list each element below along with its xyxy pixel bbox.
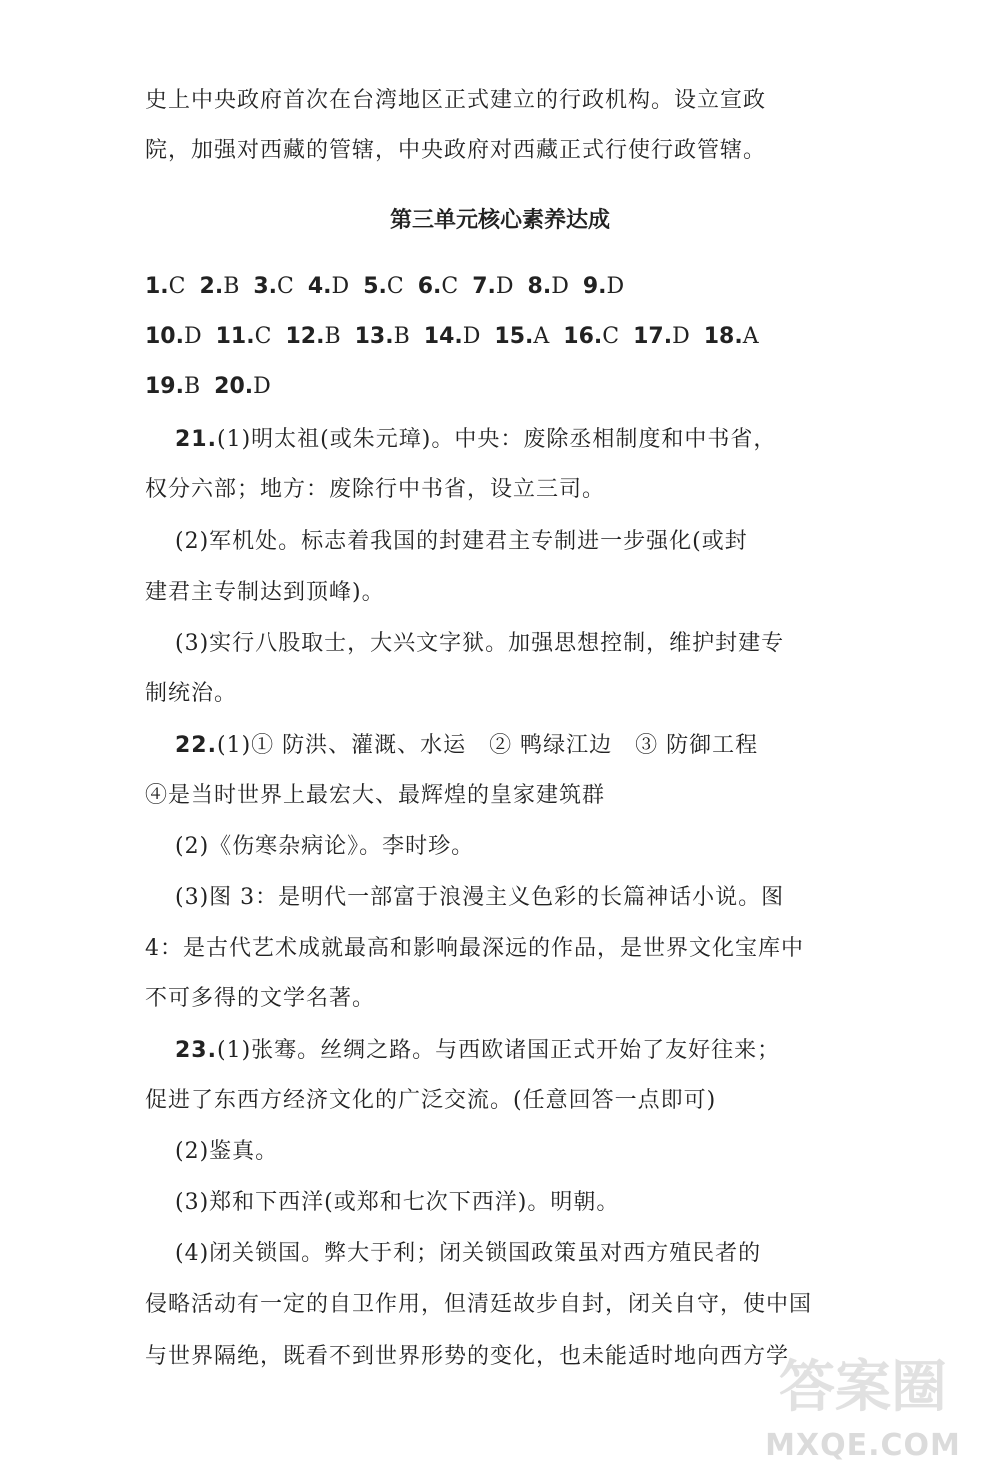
watermark	[738, 1343, 988, 1463]
mc-letter: C	[168, 274, 186, 299]
q22-line-1	[175, 731, 775, 761]
q22-number: 22.	[175, 733, 217, 758]
mc-letter: C	[254, 324, 272, 349]
q21-p2-l1: (2)军机处。标志着我国的封建君主专制进一步强化(或封	[175, 529, 748, 554]
q21-number: 21.	[175, 427, 217, 452]
mc-letter: D	[331, 274, 350, 299]
mc-answer	[633, 322, 690, 352]
mc-answer	[214, 372, 271, 402]
q23-p4-l2: 侵略活动有一定的自卫作用，但清廷故步自封，闭关自守，使中国	[145, 1292, 813, 1317]
mc-answer	[363, 272, 404, 302]
q23-p4-l1: (4)闭关锁国。弊大于利；闭关锁国政策虽对西方殖民者的	[175, 1241, 762, 1266]
q23-p1-l1: (1)张骞。丝绸之路。与西欧诸国正式开始了友好往来；	[216, 1038, 781, 1063]
mc-answer	[145, 272, 186, 302]
q23-p4-l3: 与世界隔绝，既看不到世界形势的变化，也未能适时地向西方学	[145, 1344, 790, 1369]
mc-row-1	[145, 272, 638, 302]
mc-letter: D	[183, 324, 202, 349]
q23-p3-l1: (3)郑和下西洋(或郑和七次下西洋)。明朝。	[175, 1190, 620, 1215]
mc-number: 15.	[494, 324, 534, 349]
q23-p2-l1: (2)鉴真。	[175, 1139, 279, 1164]
mc-letter: D	[253, 374, 271, 399]
mc-letter: B	[324, 324, 341, 349]
mc-letter: D	[551, 274, 569, 299]
intro-line-1: 史上中央政府首次在台湾地区正式建立的行政机构。设立宣政	[145, 88, 767, 113]
mc-letter: B	[223, 274, 240, 299]
mc-number: 2.	[199, 274, 224, 299]
q23-number: 23.	[175, 1038, 217, 1063]
q23-line-1	[175, 1036, 781, 1066]
mc-letter: D	[672, 324, 690, 349]
mc-letter: D	[606, 274, 625, 299]
mc-answer	[418, 272, 459, 302]
mc-number: 1.	[145, 274, 169, 299]
mc-answer	[424, 322, 481, 352]
q22-p1-l2: ④是当时世界上最宏大、最辉煌的皇家建筑群	[145, 783, 606, 808]
mc-number: 4.	[307, 274, 332, 299]
watermark-logo: 答案圈	[779, 1355, 947, 1420]
mc-number: 6.	[417, 274, 442, 299]
q21-p3-l2: 制统治。	[145, 681, 238, 706]
mc-answer	[583, 272, 624, 302]
mc-number: 13.	[354, 324, 394, 349]
mc-answer	[494, 322, 549, 352]
mc-number: 20.	[214, 374, 254, 399]
q21-p1-l2: 权分六部；地方：废除行中书省，设立三司。	[145, 477, 606, 502]
mc-answer	[253, 272, 294, 302]
mc-number: 18.	[703, 324, 743, 349]
mc-number: 8.	[527, 274, 552, 299]
mc-number: 19.	[145, 374, 184, 399]
q22-p2-l1: (2)《伤寒杂病论》。李时珍。	[175, 834, 475, 859]
mc-number: 16.	[563, 324, 603, 349]
mc-row-3	[145, 372, 285, 402]
q21-p3-l1: (3)实行八股取士，大兴文字狱。加强思想控制，维护封建专	[175, 631, 785, 656]
mc-letter: C	[386, 274, 404, 299]
mc-answer	[355, 322, 410, 352]
intro-line-2: 院，加强对西藏的管辖，中央政府对西藏正式行使行政管辖。	[145, 138, 767, 163]
mc-letter: C	[277, 274, 294, 299]
mc-answer	[704, 322, 759, 352]
mc-answer	[563, 322, 619, 352]
mc-answer	[145, 372, 200, 402]
section-title: 第三单元核心素养达成	[389, 208, 610, 233]
q22-p3-l1: (3)图 3：是明代一部富于浪漫主义色彩的长篇神话小说。图	[175, 885, 785, 910]
mc-number: 11.	[215, 324, 255, 349]
mc-answer	[308, 272, 349, 302]
mc-answer	[145, 322, 202, 352]
mc-letter: A	[533, 324, 550, 349]
mc-letter: B	[183, 374, 201, 399]
mc-number: 14.	[423, 324, 463, 349]
mc-row-2	[145, 322, 773, 352]
mc-answer	[285, 322, 340, 352]
mc-letter: D	[495, 274, 514, 299]
mc-letter: D	[462, 324, 481, 349]
mc-letter: A	[742, 324, 759, 349]
mc-number: 9.	[582, 274, 607, 299]
mc-letter: B	[393, 324, 410, 349]
q22-p3-l2: 4：是古代艺术成就最高和影响最深远的作品，是世界文化宝库中	[145, 936, 804, 961]
watermark-site: MXQE.COM	[765, 1428, 961, 1463]
mc-number: 17.	[633, 324, 673, 349]
mc-number: 5.	[363, 274, 387, 299]
mc-number: 10.	[145, 324, 184, 349]
mc-answer	[472, 272, 513, 302]
q22-p1-l1: (1)① 防洪、灌溉、水运 ② 鸭绿江边 ③ 防御工程	[216, 733, 759, 758]
mc-number: 12.	[285, 324, 325, 349]
q21-p1-l1: (1)明太祖(或朱元璋)。中央：废除丞相制度和中书省，	[216, 427, 777, 452]
mc-answer	[216, 322, 272, 352]
mc-answer	[200, 272, 240, 302]
mc-letter: C	[602, 324, 620, 349]
mc-answer	[528, 272, 569, 302]
mc-letter: C	[441, 274, 459, 299]
mc-number: 7.	[472, 274, 496, 299]
q22-p3-l3: 不可多得的文学名著。	[145, 986, 376, 1011]
q21-line-1	[175, 425, 775, 455]
mc-number: 3.	[253, 274, 278, 299]
q21-p2-l2: 建君主专制达到顶峰)。	[145, 580, 385, 605]
q23-p1-l2: 促进了东西方经济文化的广泛交流。(任意回答一点即可)	[145, 1088, 717, 1113]
